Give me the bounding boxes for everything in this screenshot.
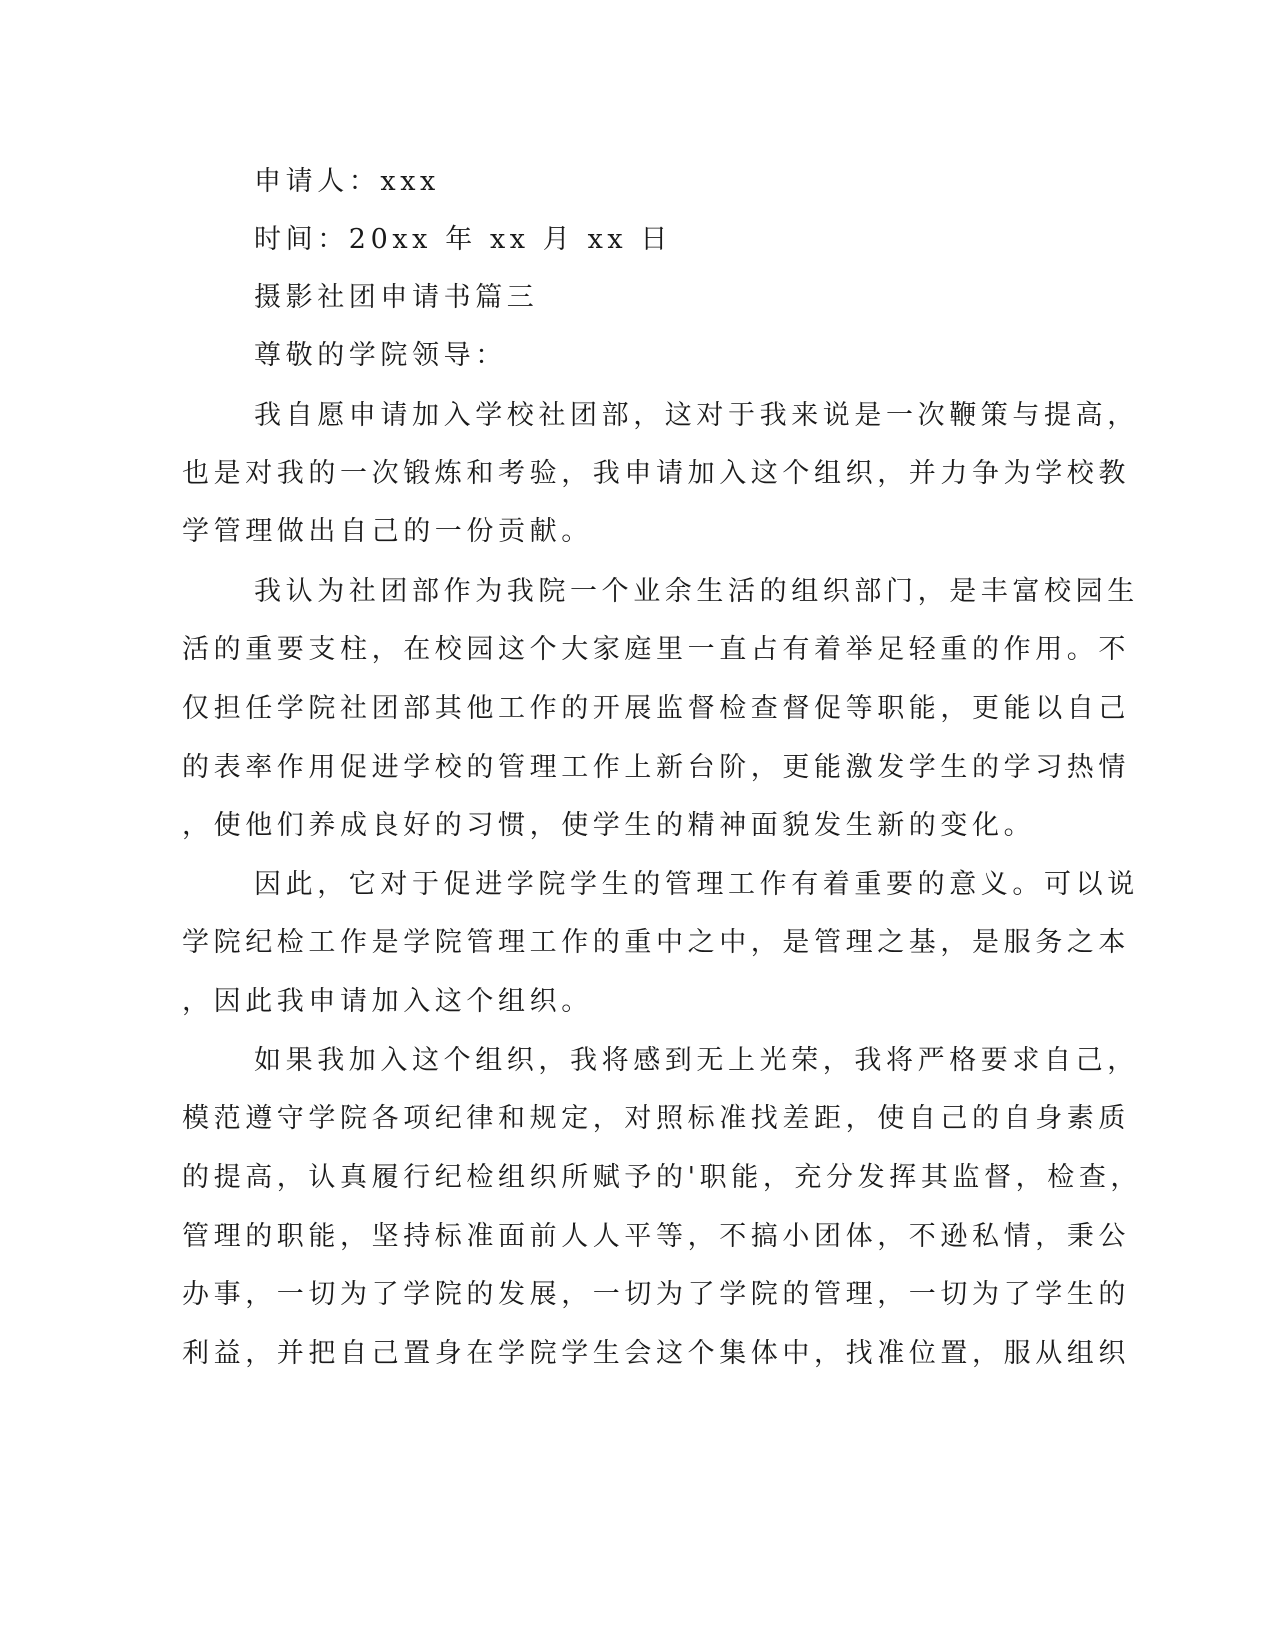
applicant-line: 申请人：xxx (254, 166, 440, 197)
section-title: 摄影社团申请书篇三 (254, 282, 539, 313)
paragraph-line: 我认为社团部作为我院一个业余生活的组织部门，是丰富校园生 (254, 576, 1139, 607)
paragraph-line: 学院纪检工作是学院管理工作的重中之中，是管理之基，是服务之本 (182, 927, 1130, 958)
date-line: 时间：20xx 年 xx 月 xx 日 (254, 224, 673, 255)
paragraph-line: 利益，并把自己置身在学院学生会这个集体中，找准位置，服从组织 (182, 1338, 1130, 1369)
paragraph-line: 模范遵守学院各项纪律和规定，对照标准找差距，使自己的自身素质 (182, 1103, 1130, 1134)
paragraph-line: ，因此我申请加入这个组织。 (182, 986, 593, 1017)
paragraph-line: 管理的职能，坚持标准面前人人平等，不搞小团体，不逊私情，秉公 (182, 1221, 1130, 1252)
paragraph-line: 的提高，认真履行纪检组织所赋予的'职能，充分发挥其监督，检查， (182, 1162, 1143, 1193)
paragraph-line: 的表率作用促进学校的管理工作上新台阶，更能激发学生的学习热情 (182, 752, 1130, 783)
paragraph-line: 活的重要支柱，在校园这个大家庭里一直占有着举足轻重的作用。不 (182, 634, 1130, 665)
paragraph-line: 因此，它对于促进学院学生的管理工作有着重要的意义。可以说 (254, 869, 1139, 900)
paragraph-line: 也是对我的一次锻炼和考验，我申请加入这个组织，并力争为学校教 (182, 458, 1130, 489)
paragraph-line: ，使他们养成良好的习惯，使学生的精神面貌发生新的变化。 (182, 810, 1036, 841)
paragraph-line: 如果我加入这个组织，我将感到无上光荣，我将严格要求自己， (254, 1045, 1139, 1076)
paragraph-line: 办事，一切为了学院的发展，一切为了学院的管理，一切为了学生的 (182, 1279, 1130, 1310)
paragraph-line: 我自愿申请加入学校社团部，这对于我来说是一次鞭策与提高， (254, 400, 1139, 431)
paragraph-line: 仅担任学院社团部其他工作的开展监督检查督促等职能，更能以自己 (182, 693, 1130, 724)
paragraph-line: 学管理做出自己的一份贡献。 (182, 516, 593, 547)
salutation: 尊敬的学院领导： (254, 340, 507, 371)
